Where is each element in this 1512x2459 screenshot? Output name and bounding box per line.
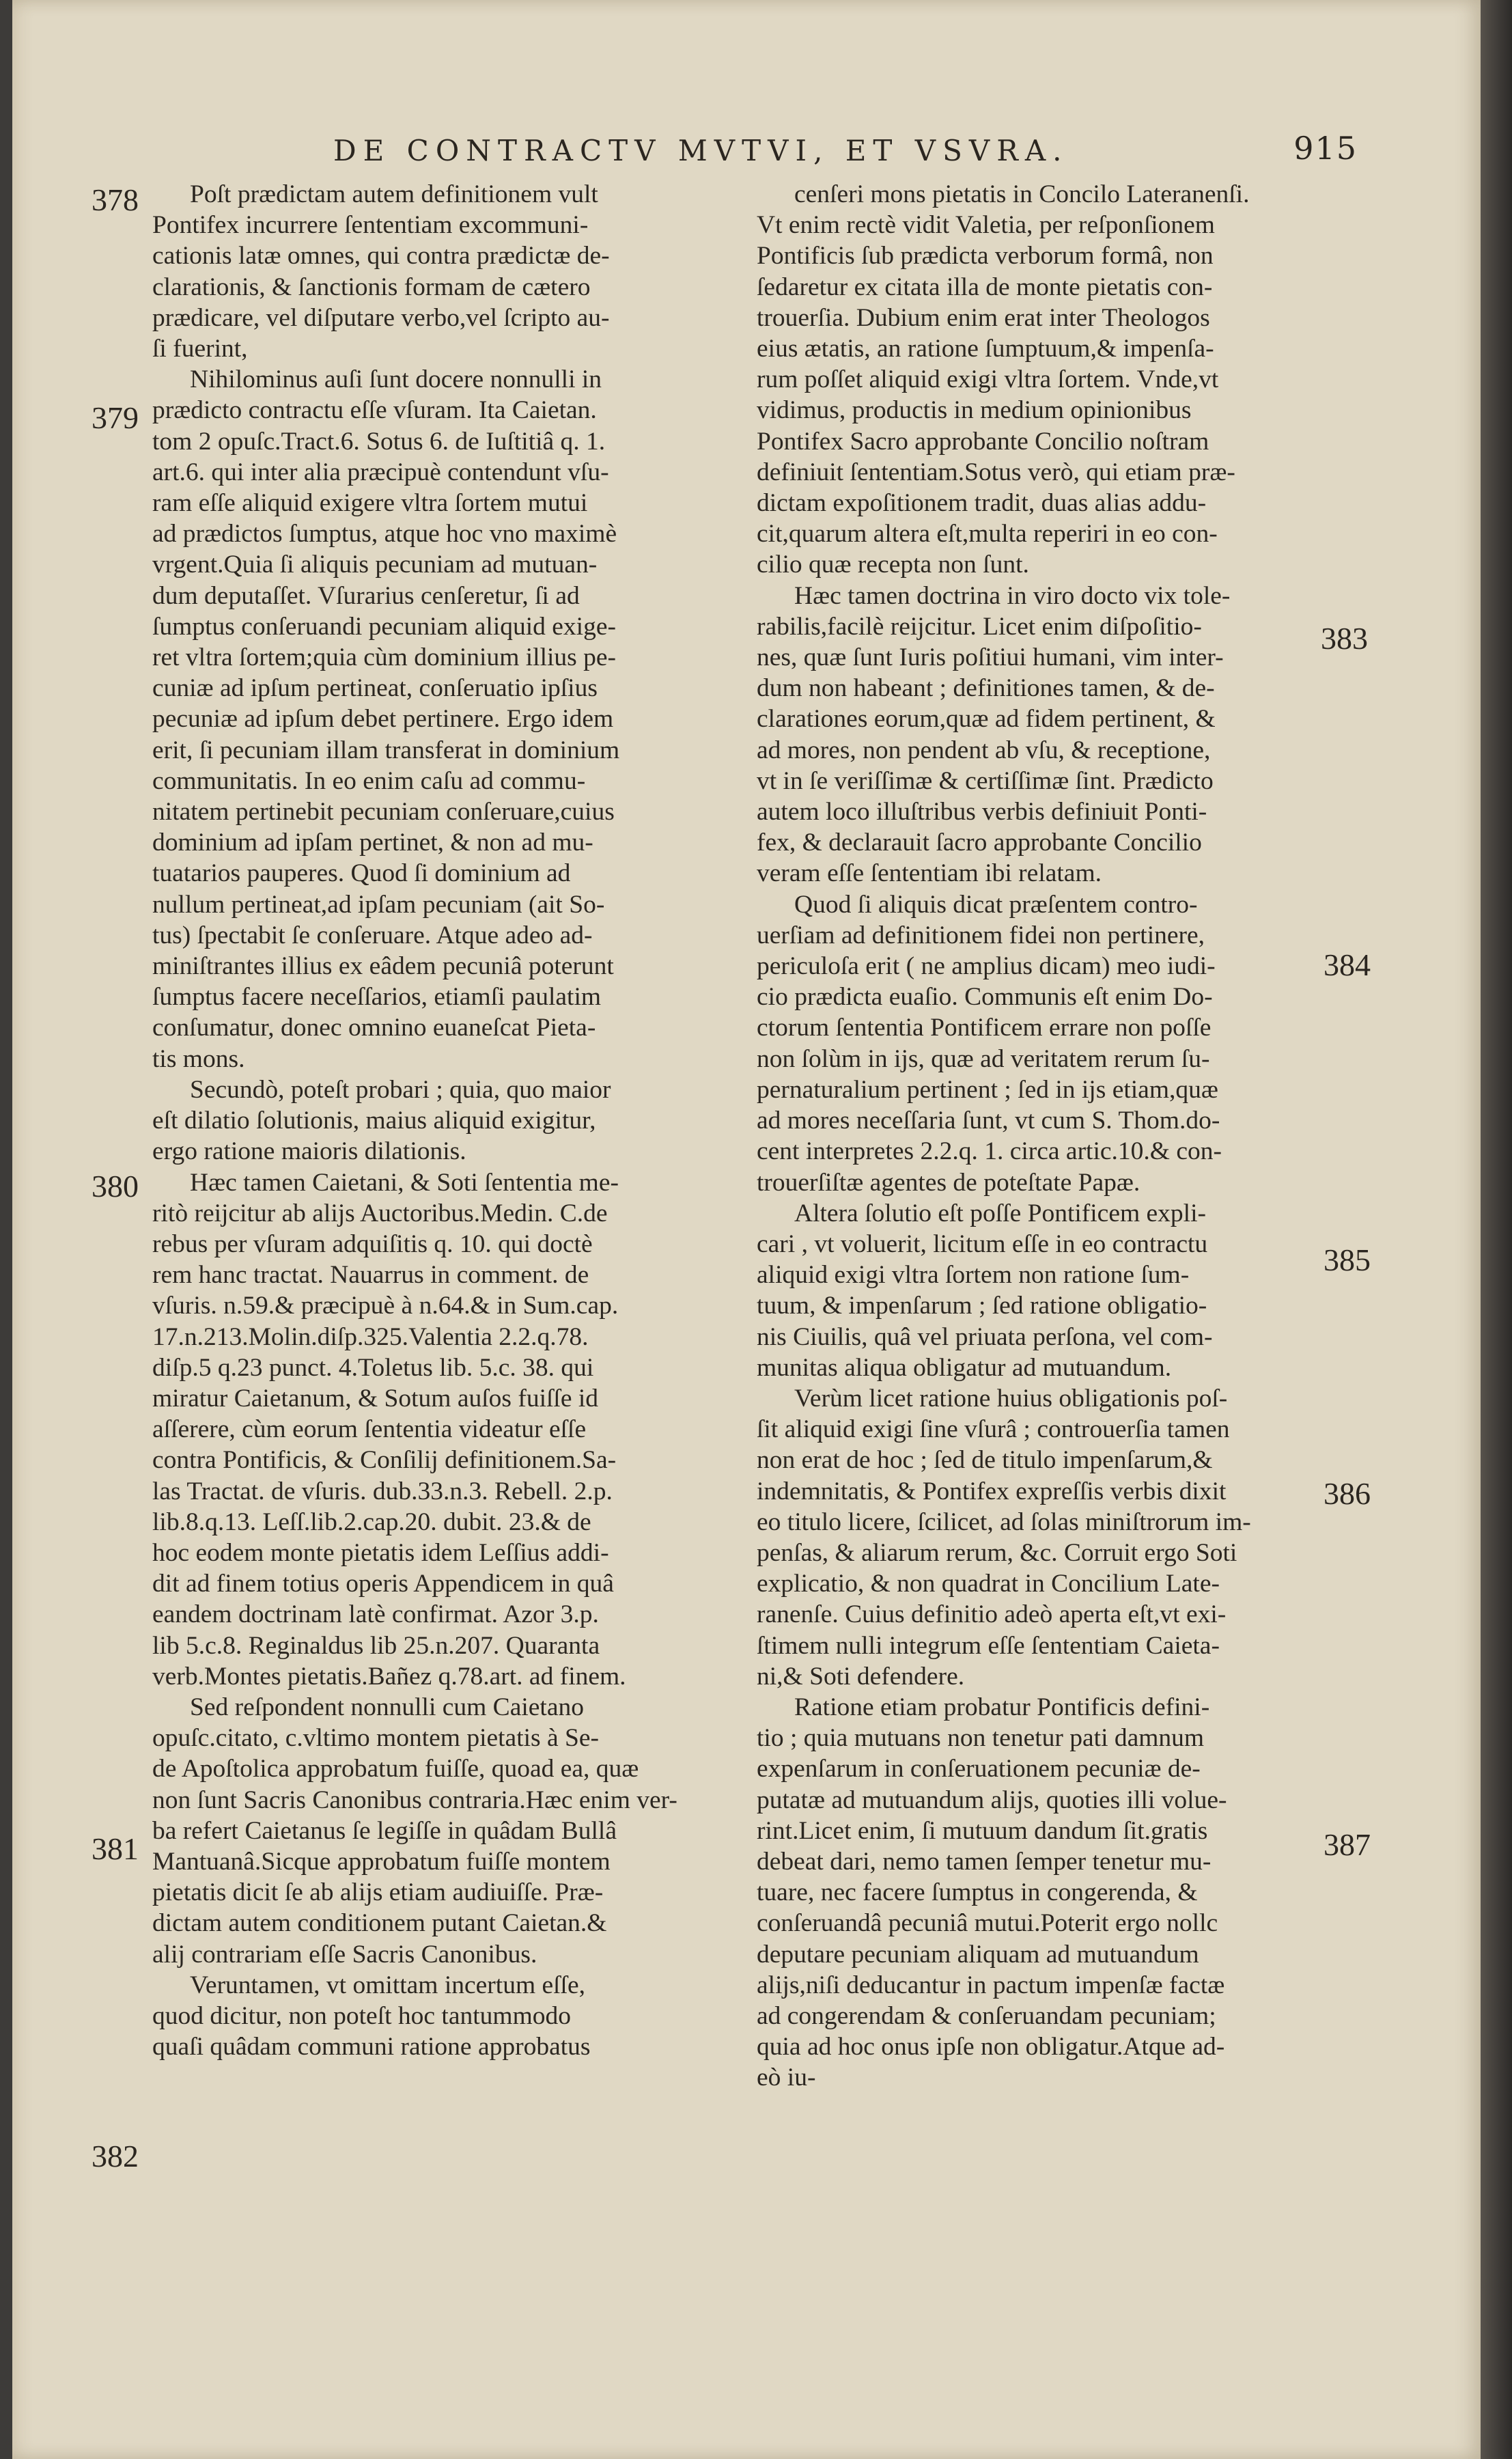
text-line: non ſunt Sacris Canonibus contraria.Hæc enim ver- xyxy=(152,1786,677,1814)
text-line: debeat dari, nemo tamen ſemper tenetur mu- xyxy=(757,1847,1212,1876)
paragraph xyxy=(152,1692,726,1970)
text-line: pernaturalium pertinent ; ſed in ijs etiam,quæ xyxy=(757,1075,1218,1104)
text-line: erit, ſi pecuniam illam transferat in dominium xyxy=(152,736,620,764)
text-line: rem hanc tractat. Nauarrus in comment. de xyxy=(152,1261,589,1290)
margin-number-380: 380 xyxy=(92,1169,139,1204)
text-line: putatæ ad mutuandum alijs, quoties illi volue- xyxy=(757,1786,1227,1814)
text-line: 17.n.213.Molin.diſp.325.Valentia 2.2.q.78. xyxy=(152,1322,589,1351)
book-page-edge xyxy=(1481,0,1512,2459)
text-line: verb.Montes pietatis.Bañez q.78.art. ad finem. xyxy=(152,1662,626,1691)
text-line: eandem doctrinam latè confirmat. Azor 3.p. xyxy=(152,1600,599,1629)
paragraph xyxy=(757,179,1330,581)
text-line: pietatis dicit ſe ab alijs etiam audiuiſſe. Præ- xyxy=(152,1878,604,1907)
paragraph xyxy=(757,581,1330,889)
text-line: clarationes eorum,quæ ad fidem pertinent, & xyxy=(757,705,1216,734)
text-line: trouerſiſtæ agentes de poteſtate Papæ. xyxy=(757,1168,1140,1197)
text-line: opuſc.citato, c.vltimo montem pietatis à Se- xyxy=(152,1724,600,1753)
paragraph xyxy=(757,1692,1330,2094)
margin-number-378: 378 xyxy=(92,182,139,217)
text-line: ret vltra ſortem;quia cùm dominium illius pe- xyxy=(152,643,617,672)
text-line: Mantuanâ.Sicque approbatum fuiſſe montem xyxy=(152,1847,611,1876)
text-line: rum poſſet aliquid exigi vltra ſortem. Vnde,vt xyxy=(757,365,1219,394)
text-line: ergo ratione maioris dilationis. xyxy=(152,1137,466,1166)
text-line: alijs,niſi deducantur in pactum impenſæ factæ xyxy=(757,1971,1225,1999)
text-line: eſt dilatio ſolutionis, maius aliquid exigitur, xyxy=(152,1107,596,1135)
margin-number-382: 382 xyxy=(92,2139,139,2173)
text-line: cilio quæ recepta non ſunt. xyxy=(757,551,1029,579)
margin-number-386: 386 xyxy=(1324,1476,1371,1511)
text-line: ſtimem nulli integrum eſſe ſententiam Caieta- xyxy=(757,1631,1220,1660)
text-line: prædicto contractu eſſe vſuram. Ita Caietan. xyxy=(152,396,597,425)
text-line: Verùm licet ratione huius obligationis poſ- xyxy=(794,1384,1228,1413)
text-line: cenſeri mons pietatis in Concilo Lateranenſi. xyxy=(794,180,1250,208)
text-line: ad mores neceſſaria ſunt, vt cum S. Thom.do- xyxy=(757,1107,1220,1135)
margin-number-383: 383 xyxy=(1321,621,1368,656)
text-line: rebus per vſuram adquiſitis q. 10. qui doctè xyxy=(152,1230,593,1258)
text-line: nes, quæ ſunt Iuris poſitiui humani, vim inter- xyxy=(757,643,1224,672)
text-line: ad prædictos ſumptus, atque hoc vno maximè xyxy=(152,520,617,548)
text-line: clarationis, & ſanctionis formam de cætero xyxy=(152,273,591,301)
text-line: non ſolùm in ijs, quæ ad veritatem rerum ſu- xyxy=(757,1044,1210,1073)
text-line: cuniæ ad ipſum pertineat, conſeruatio ipſius xyxy=(152,674,598,703)
text-line: tis mons. xyxy=(152,1044,245,1073)
text-line: lib.8.q.13. Leſſ.lib.2.cap.20. dubit. 23.& de xyxy=(152,1508,591,1536)
text-line: nullum pertineat,ad ipſam pecuniam (ait So- xyxy=(152,890,605,919)
text-line: indemnitatis, & Pontifex expreſſis verbis dixit xyxy=(757,1477,1227,1505)
text-line: lib 5.c.8. Reginaldus lib 25.n.207. Quaranta xyxy=(152,1631,600,1660)
text-line: Pontifex Sacro approbante Concilio noſtram xyxy=(757,427,1209,456)
text-line: non erat de hoc ; ſed de titulo impenſarum,& xyxy=(757,1446,1213,1475)
text-line: Vt enim rectè vidit Valetia, per reſponſionem xyxy=(757,211,1215,240)
text-line: dictam expoſitionem tradit, duas alias addu- xyxy=(757,489,1207,518)
text-line: ad mores, non pendent ab vſu, & receptione, xyxy=(757,736,1211,764)
text-line: aſſerere, cùm eorum ſententia videatur eſſe xyxy=(152,1415,587,1444)
text-line: prædicare, vel diſputare verbo,vel ſcripto au- xyxy=(152,303,610,332)
text-line: ni,& Soti defendere. xyxy=(757,1662,965,1691)
text-line: cio prædicta euaſio. Communis eſt enim Do- xyxy=(757,983,1213,1012)
paragraph xyxy=(757,1383,1330,1692)
text-line: hoc eodem monte pietatis idem Leſſius addi- xyxy=(152,1538,609,1567)
text-line: uerſiam ad definitionem fidei non pertinere, xyxy=(757,921,1205,949)
text-line: quod dicitur, non poteſt hoc tantummodo xyxy=(152,2001,572,2030)
margin-number-385: 385 xyxy=(1324,1242,1371,1277)
text-line: Pontificis ſub prædicta verborum formâ, non xyxy=(757,242,1214,270)
text-line: trouerſia. Dubium enim erat inter Theologos xyxy=(757,303,1210,332)
text-line: dictam autem conditionem putant Caietan.& xyxy=(152,1909,607,1938)
text-line: diſp.5 q.23 punct. 4.Toletus lib. 5.c. 38. qui xyxy=(152,1353,594,1382)
text-line: Sed reſpondent nonnulli cum Caietano xyxy=(190,1693,584,1721)
text-line: Nihilominus auſi ſunt docere nonnulli in xyxy=(190,365,602,394)
text-line: ſumptus facere neceſſarios, etiamſi paulatim xyxy=(152,983,602,1012)
text-line: cent interpretes 2.2.q. 1. circa artic.10.& con- xyxy=(757,1137,1222,1166)
text-line: conſumatur, donec omnino euaneſcat Pieta- xyxy=(152,1014,596,1042)
text-line: alij contrariam eſſe Sacris Canonibus. xyxy=(152,1940,537,1969)
text-line: rabilis,facilè reijcitur. Licet enim diſpoſitio- xyxy=(757,612,1202,641)
text-line: vidimus, productis in medium opinionibus xyxy=(757,396,1192,425)
text-line: tom 2 opuſc.Tract.6. Sotus 6. de Iuſtitiâ q. 1. xyxy=(152,427,606,456)
text-line: cari , vt voluerit, licitum eſſe in eo contractu xyxy=(757,1230,1208,1258)
text-line: miratur Caietanum, & Sotum auſos fuiſſe id xyxy=(152,1384,599,1413)
text-line: ranenſe. Cuius definitio adeò aperta eſt,vt exi- xyxy=(757,1600,1227,1629)
text-line: communitatis. In eo enim caſu ad commu- xyxy=(152,766,586,795)
text-line: ſedaretur ex citata illa de monte pietatis con- xyxy=(757,273,1213,301)
text-line: aliquid exigi vltra ſortem non ratione ſum- xyxy=(757,1261,1190,1290)
text-line: pecuniæ ad ipſum debet pertinere. Ergo idem xyxy=(152,705,614,734)
text-line: ram eſſe aliquid exigere vltra ſortem mutui xyxy=(152,489,588,518)
text-line: rint.Licet enim, ſi mutuum dandum ſit.gratis xyxy=(757,1816,1208,1845)
text-line: Hæc tamen doctrina in viro docto vix tole- xyxy=(794,581,1231,610)
paragraph xyxy=(152,179,726,364)
text-line: Quod ſi aliquis dicat præſentem contro- xyxy=(794,890,1198,919)
right-column xyxy=(757,179,1330,2094)
text-line: vſuris. n.59.& præcipuè à n.64.& in Sum.cap. xyxy=(152,1292,619,1320)
text-line: nis Ciuilis, quâ vel priuata perſona, vel com- xyxy=(757,1322,1213,1351)
text-line: Ratione etiam probatur Pontificis defini- xyxy=(794,1693,1210,1721)
text-line: conſeruandâ pecuniâ mutui.Poterit ergo nollc xyxy=(757,1909,1218,1938)
text-line: Poſt prædictam autem definitionem vult xyxy=(190,180,598,208)
text-line: autem loco illuſtribus verbis definiuit Ponti- xyxy=(757,798,1207,826)
text-line: tus) ſpectabit ſe conſeruare. Atque adeo ad- xyxy=(152,921,593,949)
text-line: ſit aliquid exigi ſine vſurâ ; controuerſia tamen xyxy=(757,1415,1230,1444)
text-line: Pontifex incurrere ſententiam excommuni- xyxy=(152,211,589,240)
text-line: cit,quarum altera eſt,multa reperiri in eo con- xyxy=(757,520,1218,548)
running-title: DE CONTRACTV MVTVI, ET VSVRA. xyxy=(333,134,1069,167)
text-line: dum deputaſſet. Vſurarius cenſeretur, ſi ad xyxy=(152,581,580,610)
text-line: periculoſa erit ( ne amplius dicam) meo iudi- xyxy=(757,952,1216,981)
text-line: tuatarios pauperes. Quod ſi dominium ad xyxy=(152,859,571,888)
margin-number-384: 384 xyxy=(1324,947,1371,982)
text-line: ad congerendam & conſeruandam pecuniam; xyxy=(757,2001,1216,2030)
text-line: Altera ſolutio eſt poſſe Pontificem expli- xyxy=(794,1199,1206,1227)
text-line: tio ; quia mutuans non tenetur pati damnum xyxy=(757,1724,1205,1753)
left-column xyxy=(152,179,726,2062)
text-line: ſumptus conſeruandi pecuniam aliquid exige- xyxy=(152,612,616,641)
text-line: munitas aliqua obligatur ad mutuandum. xyxy=(757,1353,1172,1382)
text-line: ba refert Caietanus ſe legiſſe in quâdam Bullâ xyxy=(152,1816,617,1845)
text-line: contra Pontificis, & Conſilij definitionem.Sa- xyxy=(152,1446,617,1475)
text-line: eo titulo licere, ſcilicet, ad ſolas miniſtrorum im- xyxy=(757,1508,1251,1536)
margin-number-381: 381 xyxy=(92,1831,139,1866)
text-line: fex, & declarauit ſacro approbante Concilio xyxy=(757,829,1202,857)
text-line: quia ad hoc onus ipſe non obligatur.Atque ad- xyxy=(757,2033,1225,2061)
text-line: dominium ad ipſam pertinet, & non ad mu- xyxy=(152,829,593,857)
text-line: dum non habeant ; definitiones tamen, & de- xyxy=(757,674,1215,703)
text-line: las Tractat. de vſuris. dub.33.n.3. Rebell. 2.p. xyxy=(152,1477,613,1505)
paragraph xyxy=(152,1970,726,2063)
text-line: nitatem pertinebit pecuniam conſeruare,cuius xyxy=(152,798,615,826)
text-line: expenſarum in conſeruationem pecuniæ de- xyxy=(757,1755,1201,1783)
text-line: eò iu- xyxy=(757,2064,816,2092)
paragraph xyxy=(757,889,1330,1198)
text-line: penſas, & aliarum rerum, &c. Corruit ergo Soti xyxy=(757,1538,1237,1567)
text-line: dit ad finem totius operis Appendicem in quâ xyxy=(152,1570,614,1598)
paragraph xyxy=(757,1198,1330,1383)
text-line: tuum, & impenſarum ; ſed ratione obligatio- xyxy=(757,1292,1207,1320)
text-line: art.6. qui inter alia præcipuè contendunt vſu- xyxy=(152,458,609,486)
paragraph xyxy=(152,1074,726,1167)
text-line: cationis latæ omnes, qui contra prædictæ de- xyxy=(152,242,610,270)
text-line: veram eſſe ſententiam ibi relatam. xyxy=(757,859,1102,888)
text-line: Veruntamen, vt omittam incertum eſſe, xyxy=(190,1971,585,1999)
text-line: miniſtrantes illius ex eâdem pecuniâ poterunt xyxy=(152,952,614,981)
page-number: 915 xyxy=(1293,130,1358,167)
margin-number-379: 379 xyxy=(92,400,139,435)
text-line: explicatio, & non quadrat in Concilium Late- xyxy=(757,1570,1220,1598)
text-line: Hæc tamen Caietani, & Soti ſententia me- xyxy=(190,1168,619,1197)
text-line: ſi fuerint, xyxy=(152,335,248,363)
margin-number-387: 387 xyxy=(1324,1827,1371,1862)
running-header xyxy=(333,130,1405,182)
text-line: eius ætatis, an ratione ſumptuum,& impenſa- xyxy=(757,335,1214,363)
text-line: deputare pecuniam aliquam ad mutuandum xyxy=(757,1940,1199,1969)
text-line: de Apoſtolica approbatum fuiſſe, quoad ea, quæ xyxy=(152,1755,639,1783)
text-line: ctorum ſententia Pontificem errare non poſſe xyxy=(757,1014,1212,1042)
text-line: vrgent.Quia ſi aliquis pecuniam ad mutuan- xyxy=(152,551,598,579)
book-page xyxy=(12,0,1481,2459)
text-line: Secundò, poteſt probari ; quia, quo maior xyxy=(190,1075,611,1104)
text-line: vt in ſe veriſſimæ & certiſſimæ ſint. Prædicto xyxy=(757,766,1214,795)
text-line: definiuit ſententiam.Sotus verò, qui etiam præ- xyxy=(757,458,1235,486)
paragraph xyxy=(152,364,726,1074)
text-line: tuare, nec facere ſumptus in congerenda, & xyxy=(757,1878,1198,1907)
paragraph xyxy=(152,1167,726,1692)
text-line: quaſi quâdam communi ratione approbatus xyxy=(152,2033,591,2061)
text-line: ritò reijcitur ab alijs Auctoribus.Medin. C.de xyxy=(152,1199,608,1227)
